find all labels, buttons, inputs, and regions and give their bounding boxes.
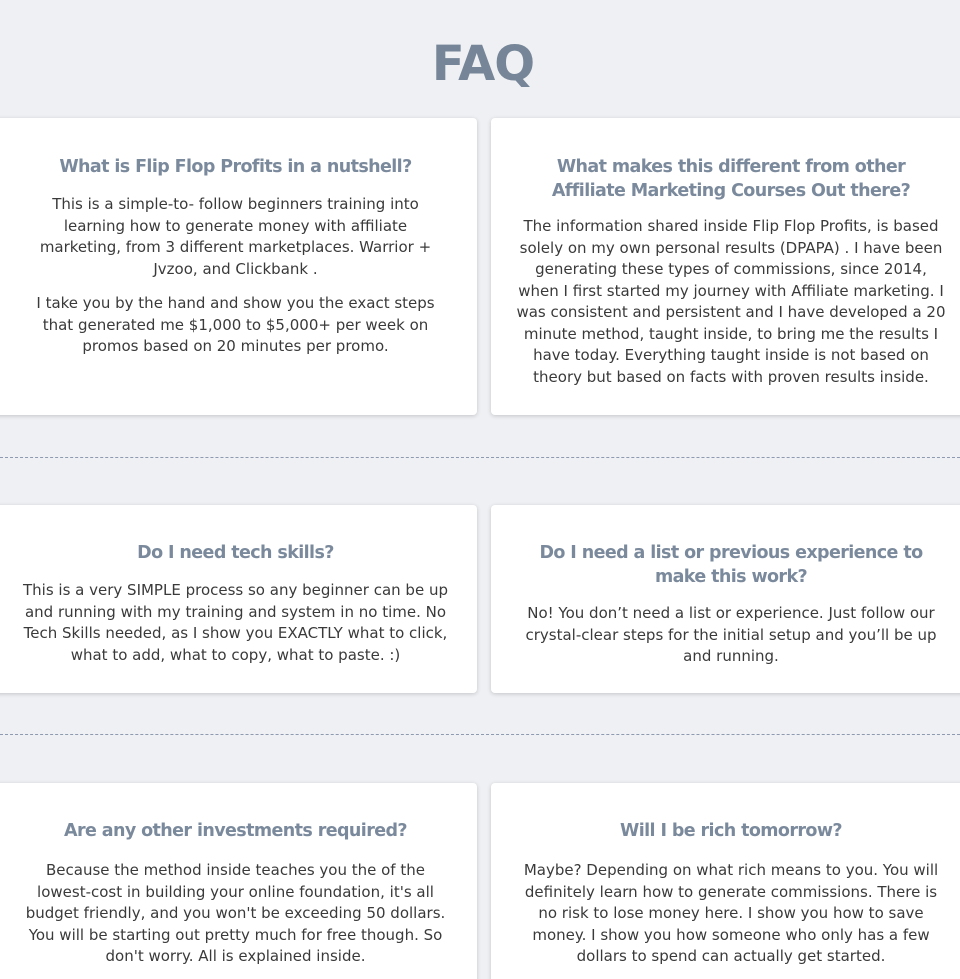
section-divider [0,734,960,735]
faq-answer: No! You don’t need a list or experience. Just follow our crystal-clear steps for the initial setup and you’ll be up and running. [525,604,937,665]
faq-question: Do I need a list or previous experience to make this work? [539,543,923,587]
faq-answer: This is a simple-to- follow beginners training into learning how to generate money with affiliate marketing, from 3 different marketplaces. Warrior + Jvzoo, and Clickbank . [39,195,432,278]
faq-question: Will I be rich tomorrow? [620,821,842,841]
faq-card-nutshell [0,118,477,415]
faq-answer: This is a very SIMPLE process so any beginner can be up and running with my training and system in no time. No Tech Skills needed, as I show you EXACTLY what to click, what to add, what to copy, what to paste. :) [23,581,448,664]
faq-answer: The information shared inside Flip Flop Profits, is based solely on my own personal results (DPAPA) . I have been generating these types of commissions, since 2014, when I first started my journey with Affiliate marketing. I was consistent and persistent and I have developed a 20 minute method, taught inside, to bring me the results I have today. Everything taught inside is not based on theory but based on facts with proven results inside. [516,217,946,386]
faq-question: What is Flip Flop Profits in a nutshell? [59,157,412,177]
faq-card-tech-skills [0,505,477,693]
faq-answer: Because the method inside teaches you the of the lowest-cost in building your online foundation, it's all budget friendly, and you won't be exceeding 50 dollars. You will be starting out pretty much for free though. So don't worry. All is explained inside. [25,861,446,965]
faq-card-list-experience [491,505,960,693]
faq-card-investments [0,783,477,979]
faq-answer: I take you by the hand and show you the exact steps that generated me $1,000 to $5,000+ per week on promos based on 20 minutes per promo. [36,294,435,355]
section-divider [0,457,960,458]
page-title: FAQ [431,36,535,92]
faq-question: What makes this different from other Affiliate Marketing Courses Out there? [551,157,911,201]
faq-question: Do I need tech skills? [137,543,334,563]
faq-card-different [491,118,960,415]
faq-question: Are any other investments required? [64,821,407,841]
faq-answer: Maybe? Depending on what rich means to you. You will definitely learn how to generate commissions. There is no risk to lose money here. I show you how to save money. I show you how someone who only has a few dollars to spend can actually get started. [523,861,939,965]
faq-card-rich-tomorrow [491,783,960,979]
